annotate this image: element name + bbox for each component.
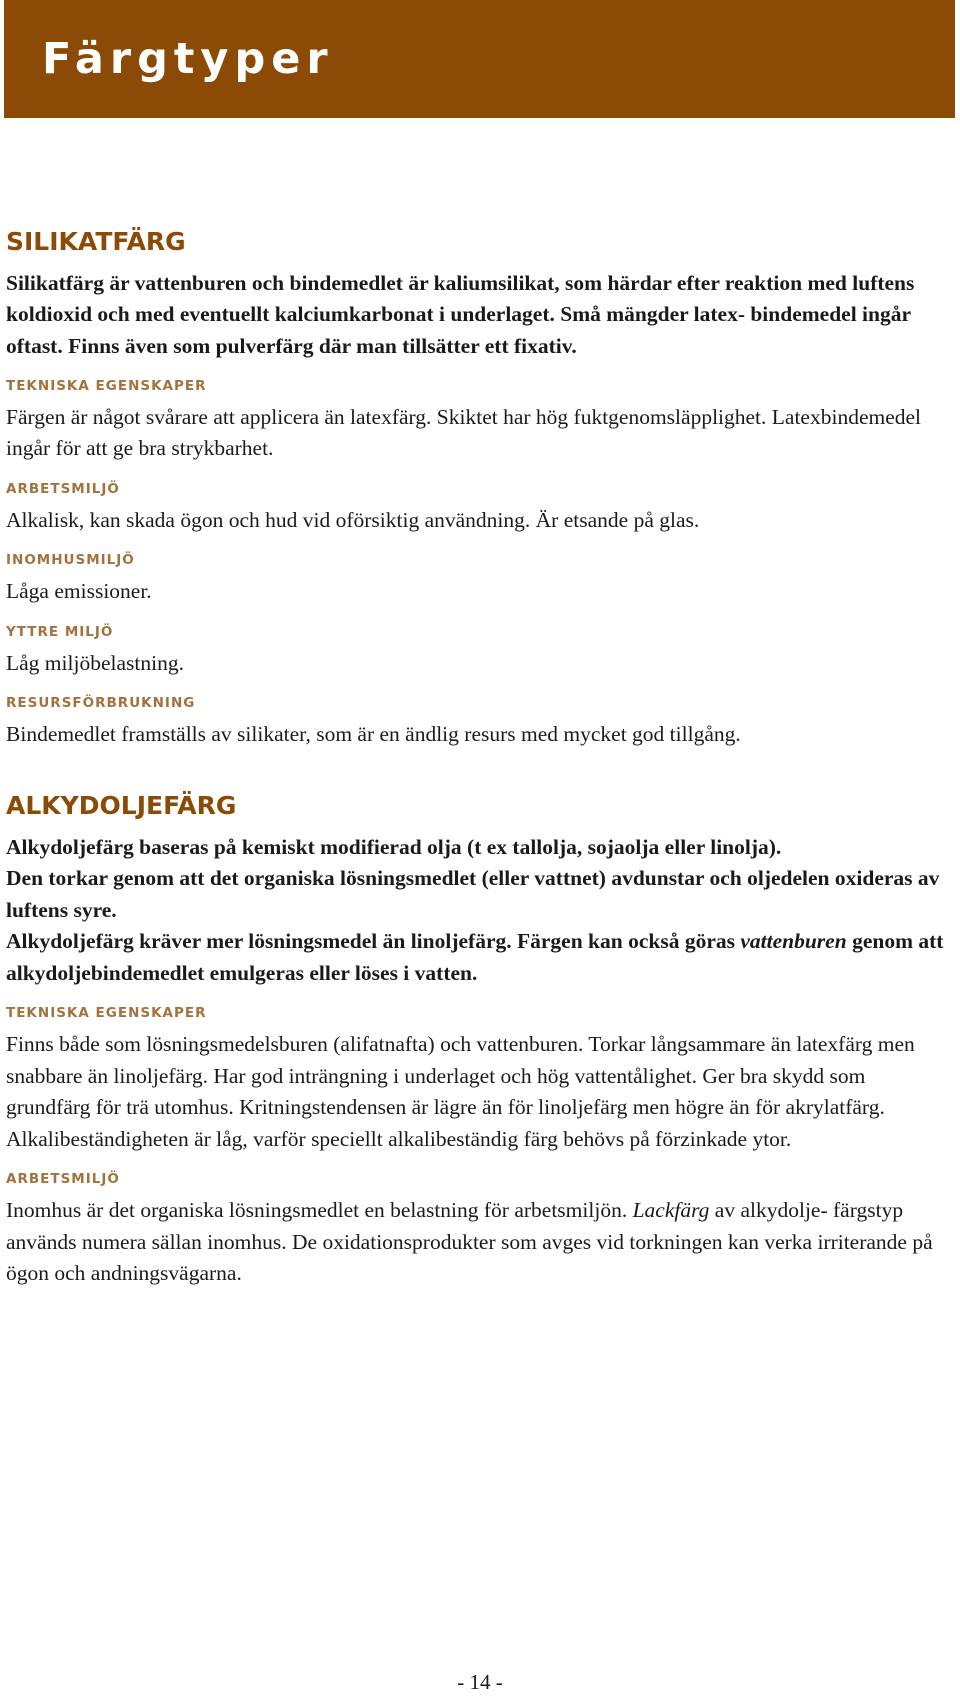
paragraph-arbetsmiljo: Alkalisk, kan skada ögon och hud vid oförsiktig användning. Är etsande på glas.: [6, 507, 700, 532]
subheading-tekniska: TEKNISKA EGENSKAPER: [6, 378, 207, 394]
intro-line-2: Den torkar genom att det organiska lösningsmedlet (eller vattnet) avdunstar och oljedelen oxideras av luftens syre.: [6, 866, 940, 922]
paragraph-tekniska: Finns både som lösningsmedelsburen (alifatnafta) och vattenburen. Torkar långsammare än latexfärg men snabbare än linoljefärg. Har god inträngning i underlaget och hög vattentålighet. Ger bra skydd som grundfärg för trä utomhus. Kritningstendensen är lägre än för linoljefärg men högre än för akrylatfärg. Alkalibeständigheten är låg, varför speciellt alkalibeständig färg behövs på förzinkade ytor.: [6, 1032, 915, 1151]
paragraph-resursforbrukning: Bindemedlet framställs av silikater, som är en ändlig resurs med mycket god tillgång.: [6, 721, 741, 746]
paragraph-inomhusmiljo: Låga emissioner.: [6, 579, 152, 604]
arbetsmiljo-text-start: Inomhus är det organiska lösningsmedlet en belastning för arbetsmiljön.: [6, 1198, 633, 1223]
intro-line-3-start: Alkydoljefärg kräver mer lösningsmedel än linoljefärg. Färgen kan också göras: [6, 929, 741, 954]
paragraph-yttre-miljo: Låg miljöbelastning.: [6, 650, 184, 675]
section-intro: [6, 832, 951, 990]
subheading-yttre-miljo: YTTRE MILJÖ: [6, 623, 114, 640]
section-silikatfarg: [6, 228, 951, 750]
intro-line-1: Alkydoljefärg baseras på kemiskt modifierad olja (t ex tallolja, sojaolja eller linolja).: [6, 834, 782, 859]
arbetsmiljo-text-emphasis: Lackfärg: [632, 1198, 710, 1223]
subheading-resursforbrukning: RESURSFÖRBRUKNING: [6, 695, 196, 712]
section-title: SILIKATFÄRG: [6, 227, 186, 256]
subheading-tekniska: TEKNISKA EGENSKAPER: [6, 1005, 207, 1022]
intro-line-3-end: genom att alkydoljebindemedlet emulgeras eller löses i vatten.: [6, 929, 944, 985]
paragraph-arbetsmiljo: [6, 1195, 951, 1290]
section-intro: Silikatfärg är vattenburen och bindemedlet är kaliumsilikat, som härdar efter reaktion med luftens koldioxid och med eventuellt kalciumkarbonat i underlaget. Små mängder latex- bindemedel ingår oftast. Finns även som pulverfärg där man tillsätter ett fixativ.: [6, 270, 915, 358]
section-alkydoljefarg: [6, 792, 951, 1289]
subheading-inomhusmiljo: INOMHUSMILJÖ: [6, 552, 135, 569]
title-banner: [4, 0, 955, 118]
section-title: ALKYDOLJEFÄRG: [6, 791, 237, 821]
arbetsmiljo-text-end: av alkydolje- färgstyp används numera sällan inomhus. De oxidationsprodukter som avges vid torkningen kan verka irriterande på ögon och andningsvägarna.: [6, 1198, 933, 1286]
main-content: [6, 228, 951, 1290]
intro-line-3-emphasis: vattenburen: [740, 929, 847, 954]
paragraph-tekniska: Färgen är något svårare att applicera än latexfärg. Skiktet har hög fuktgenomsläpplighet. Latexbindemedel ingår för att ge bra strykbarhet.: [6, 404, 922, 461]
subheading-arbetsmiljo: ARBETSMILJÖ: [6, 480, 120, 497]
subheading-arbetsmiljo: ARBETSMILJÖ: [6, 1171, 120, 1188]
page-title: Färgtyper: [42, 34, 334, 84]
page-number: - 14 -: [457, 1670, 503, 1694]
